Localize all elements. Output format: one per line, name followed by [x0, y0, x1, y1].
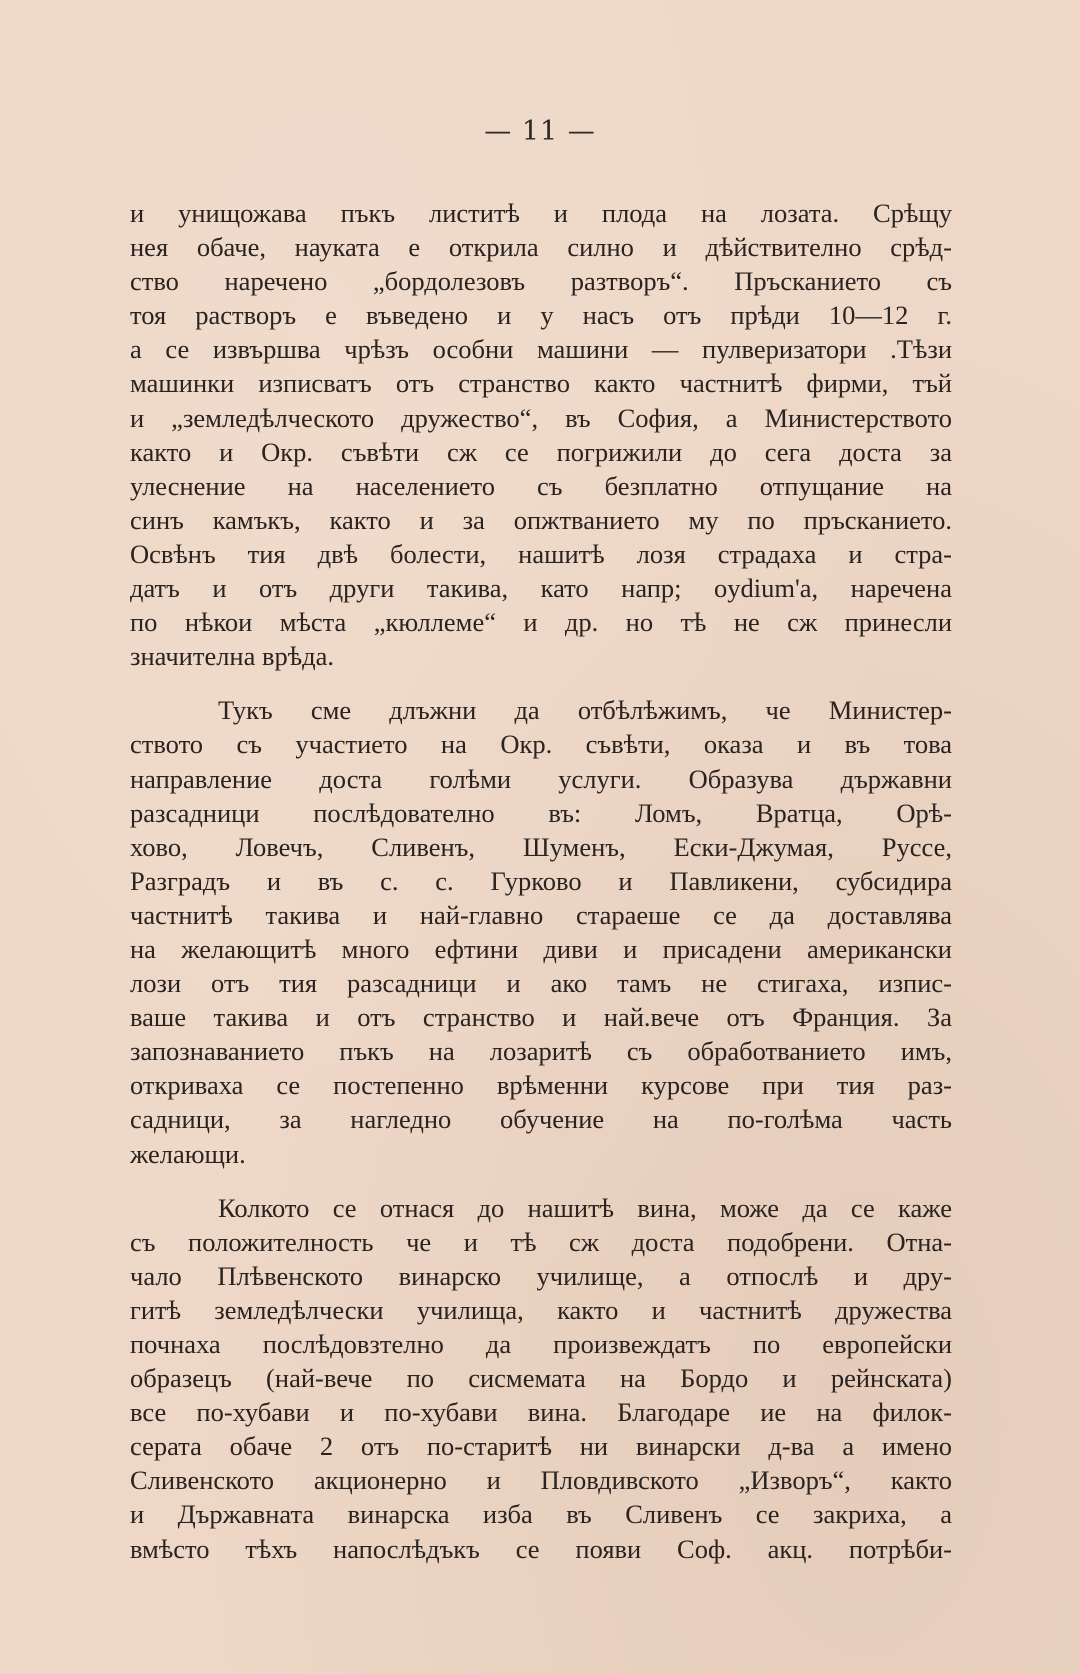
text-line: улеснение на населението съ безплатно отпущание на — [130, 470, 952, 501]
paragraph-1 — [130, 196, 952, 673]
text-line: гитѣ земледѣлчески училища, както и частнитѣ дружества — [130, 1294, 952, 1325]
text-line: ваше такива и отъ странство и най.вече отъ Франция. За — [130, 1002, 952, 1033]
body-text — [130, 196, 952, 1566]
text-line: Освѣнъ тия двѣ болести, нашитѣ лозя страдаха и стра- — [130, 538, 952, 569]
text-line: както и Окр. съвѣти сж се погрижили до сега доста за — [130, 436, 952, 467]
paragraph-3 — [130, 1191, 952, 1566]
text-line: почнаха послѣдовзтелно да произвеждатъ по европейски — [130, 1329, 952, 1359]
text-line: лози отъ тия разсадници и ако тамъ не стигаха, изпис- — [130, 968, 952, 999]
text-line: машинки изписватъ отъ странство както частнитѣ фирми, тъй — [130, 368, 952, 399]
text-line: ството съ участието на Окр. съвѣти, оказа и въ това — [130, 729, 952, 760]
paragraph-gap — [130, 673, 952, 693]
text-line: хово, Ловечъ, Сливенъ, Шуменъ, Ески-Джумая, Руссе, — [130, 831, 952, 862]
text-line: Тукъ сме длъжни да отбѣлѣжимъ, че Министер- — [218, 695, 952, 726]
text-line: а се извършва чрѣзъ особни машини — пулверизатори .Тѣзи — [130, 334, 952, 365]
paragraph-gap — [130, 1171, 952, 1191]
text-line: желающи. — [130, 1138, 246, 1169]
text-line: вмѣсто тѣхъ напослѣдъкъ се появи Соф. акц. потрѣби- — [130, 1533, 952, 1564]
text-line: запознаванието пъкъ на лозаритѣ съ обработванието имъ, — [130, 1036, 952, 1067]
text-line: направление доста голѣми услуги. Образува държавни — [130, 763, 952, 794]
text-line: и Държавната винарска изба въ Сливенъ се закриха, а — [130, 1499, 952, 1530]
text-line: откриваха се постепенно врѣменни курсове при тия раз- — [130, 1070, 952, 1101]
text-line: тоя растворъ е въведено и у насъ отъ прѣди 10—12 г. — [130, 300, 952, 331]
text-line: синъ камъкъ, както и за опжтванието му по пръсканието. — [130, 504, 952, 535]
text-line: нея обаче, науката е открила силно и дѣйствително срѣд- — [130, 232, 952, 263]
text-line: по нѣкои мѣста „кюллеме“ и др. но тѣ не сж принесли — [130, 607, 952, 638]
text-line: разсадници послѣдователно въ: Ломъ, Врaтца, Орѣ- — [130, 797, 952, 828]
text-line: чало Плѣвенското винарско училище, а отпослѣ и дру- — [130, 1260, 952, 1291]
text-line: съ положителность че и тѣ сж доста подобрени. Отна- — [130, 1226, 952, 1257]
paragraph-2 — [130, 693, 952, 1170]
text-line: садници, за нагледно обучение на по-голѣма часть — [130, 1104, 952, 1135]
text-line: датъ и отъ други такива, като напр; oydium'a, наречена — [130, 573, 952, 604]
text-line: и унищожава пъкъ листитѣ и плода на лозата. Срѣщу — [130, 198, 952, 228]
text-line: ство наречено „бордолезовъ разтворъ“. Пръсканието съ — [130, 266, 952, 297]
text-line: серата обаче 2 отъ по-старитѣ ни винарски д-ва а имено — [130, 1431, 952, 1462]
text-line: значителна врѣда. — [130, 641, 335, 672]
text-line: Сливенското акционерно и Пловдивското „Изворъ“, както — [130, 1465, 952, 1496]
text-line: частнитѣ такива и най-главно стараеше се да доставлява — [130, 899, 952, 930]
text-line: и „земледѣлческото дружество“, въ София, а Министерството — [130, 402, 952, 433]
text-line: на желающитѣ много ефтини диви и присадени американски — [130, 933, 952, 964]
text-line: Разградъ и въ с. с. Гурково и Павликени, субсидира — [130, 865, 952, 896]
text-line: Колкото се отнася до нашитѣ вина, може да се каже — [218, 1192, 952, 1223]
page-number: — 11 — — [484, 116, 596, 147]
text-line: образецъ (най-вече по сисмемата на Бордо и рейнската) — [130, 1363, 952, 1394]
text-line: все по-хубави и по-хубави вина. Благодаре ие на филок- — [130, 1397, 952, 1428]
